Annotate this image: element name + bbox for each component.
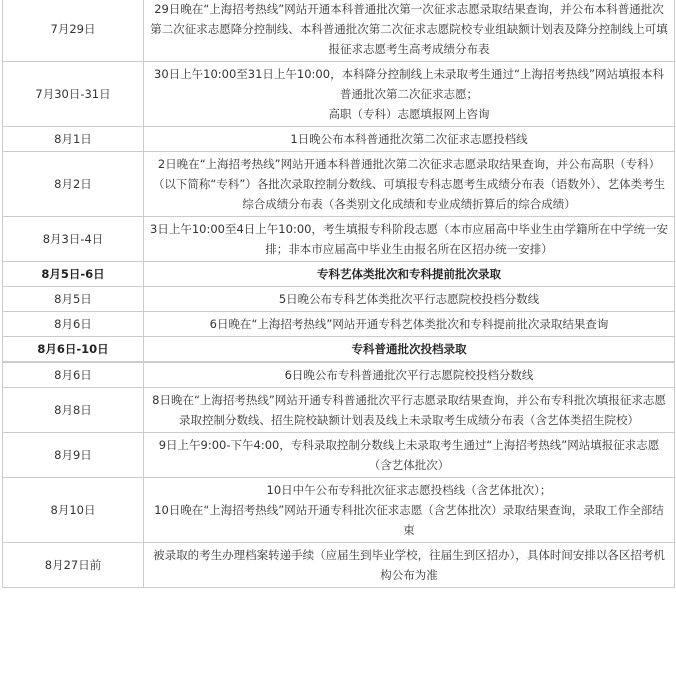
schedule-row	[3, 152, 675, 217]
schedule-table-lower	[2, 362, 675, 588]
schedule-row	[3, 62, 675, 127]
schedule-row	[3, 262, 675, 287]
schedule-description-cell	[144, 262, 675, 287]
schedule-description-cell	[144, 388, 675, 433]
schedule-description-line: 30日上午10:00至31日上午10:00，本科降分控制线上未录取考生通过“上海招考热线”网站填报本科普通批次第二次征求志愿；	[154, 67, 664, 101]
schedule-description-line: 9日上午9:00-下午4:00，专科录取控制分数线上未录取考生通过“上海招考热线”网站填报征求志愿（含艺体批次）	[158, 438, 660, 472]
schedule-row	[3, 0, 675, 62]
schedule-date-cell: 8月6日	[3, 312, 144, 337]
schedule-description-cell	[144, 62, 675, 127]
schedule-date-cell: 8月6日-10日	[3, 337, 144, 362]
schedule-date-cell: 8月10日	[3, 478, 144, 543]
schedule-description-cell	[144, 0, 675, 62]
schedule-table-lower-body	[3, 363, 675, 588]
schedule-table-upper	[2, 0, 675, 362]
schedule-row	[3, 217, 675, 262]
schedule-table-upper-body	[3, 0, 675, 362]
schedule-description-line: 6日晚在“上海招考热线”网站开通专科艺体类批次和专科提前批次录取结果查询	[209, 317, 609, 331]
schedule-description-line: 被录取的考生办理档案转递手续（应届生到毕业学校，往届生到区招办），具体时间安排以各区招考机构公布为准	[153, 548, 665, 582]
schedule-row	[3, 127, 675, 152]
schedule-description-line: 专科艺体类批次和专科提前批次录取	[317, 267, 501, 281]
schedule-date-cell: 8月2日	[3, 152, 144, 217]
schedule-description-cell	[144, 287, 675, 312]
schedule-date-cell: 8月3日-4日	[3, 217, 144, 262]
schedule-description-line: 29日晚在“上海招考热线”网站开通本科普通批次第一次征求志愿录取结果查询，并公布本科普通批次第二次征求志愿降分控制线、本科普通批次第二次征求志愿院校专业组缺额计划表及降分控制线上可填报征求志愿考生高考成绩分布表	[150, 2, 668, 56]
schedule-row	[3, 312, 675, 337]
schedule-date-cell: 8月27日前	[3, 543, 144, 588]
schedule-description-cell	[144, 337, 675, 362]
schedule-description-line: 1日晚公布本科普通批次第二次征求志愿投档线	[290, 132, 528, 146]
schedule-description-cell	[144, 127, 675, 152]
schedule-description-cell	[144, 312, 675, 337]
schedule-row	[3, 363, 675, 388]
schedule-row	[3, 543, 675, 588]
schedule-description-line: 3日上午10:00至4日上午10:00，考生填报专科阶段志愿（本市应届高中毕业生由学籍所在中学统一安排；非本市应届高中毕业生由报名所在区招办统一安排）	[150, 222, 668, 256]
schedule-date-cell: 7月29日	[3, 0, 144, 62]
schedule-row	[3, 388, 675, 433]
schedule-date-cell: 8月5日	[3, 287, 144, 312]
schedule-date-cell: 8月6日	[3, 363, 144, 388]
schedule-date-cell: 8月9日	[3, 433, 144, 478]
schedule-description-line: 6日晚公布专科普通批次平行志愿院校投档分数线	[284, 368, 534, 382]
schedule-description-cell	[144, 363, 675, 388]
schedule-date-cell: 8月1日	[3, 127, 144, 152]
schedule-row	[3, 478, 675, 543]
schedule-date-cell: 7月30日-31日	[3, 62, 144, 127]
schedule-row	[3, 287, 675, 312]
schedule-date-cell: 8月5日-6日	[3, 262, 144, 287]
schedule-description-cell	[144, 217, 675, 262]
schedule-description-line: 8日晚在“上海招考热线”网站开通专科普通批次平行志愿录取结果查询，并公布专科批次填报征求志愿录取控制分数线、招生院校缺额计划表及线上未录取考生成绩分布表（含艺体类招生院校）	[152, 393, 666, 427]
schedule-description-cell	[144, 543, 675, 588]
schedule-description-line: 10日中午公布专科批次征求志愿投档线（含艺体批次）；	[266, 483, 552, 497]
schedule-description-cell	[144, 478, 675, 543]
schedule-row	[3, 337, 675, 362]
schedule-date-cell: 8月8日	[3, 388, 144, 433]
schedule-description-line: 5日晚公布专科艺体类批次平行志愿院校投档分数线	[278, 292, 540, 306]
schedule-description-cell	[144, 152, 675, 217]
schedule-description-line: 10日晚在“上海招考热线”网站开通专科批次征求志愿（含艺体批次）录取结果查询，录取工作全部结束	[154, 503, 664, 537]
schedule-description-cell	[144, 433, 675, 478]
schedule-description-line: 专科普通批次投档录取	[351, 342, 467, 356]
schedule-description-line: 2日晚在“上海招考热线”网站开通本科普通批次第二次征求志愿录取结果查询，并公布高职（专科）（以下简称“专科”）各批次录取控制分数线、可填报专科志愿考生成绩分布表（语数外）、艺体类考生综合成绩分布表（各类别文化成绩和专业成绩折算后的综合成绩）	[152, 157, 666, 211]
schedule-row	[3, 433, 675, 478]
schedule-description-line: 高职（专科）志愿填报网上咨询	[328, 107, 490, 121]
